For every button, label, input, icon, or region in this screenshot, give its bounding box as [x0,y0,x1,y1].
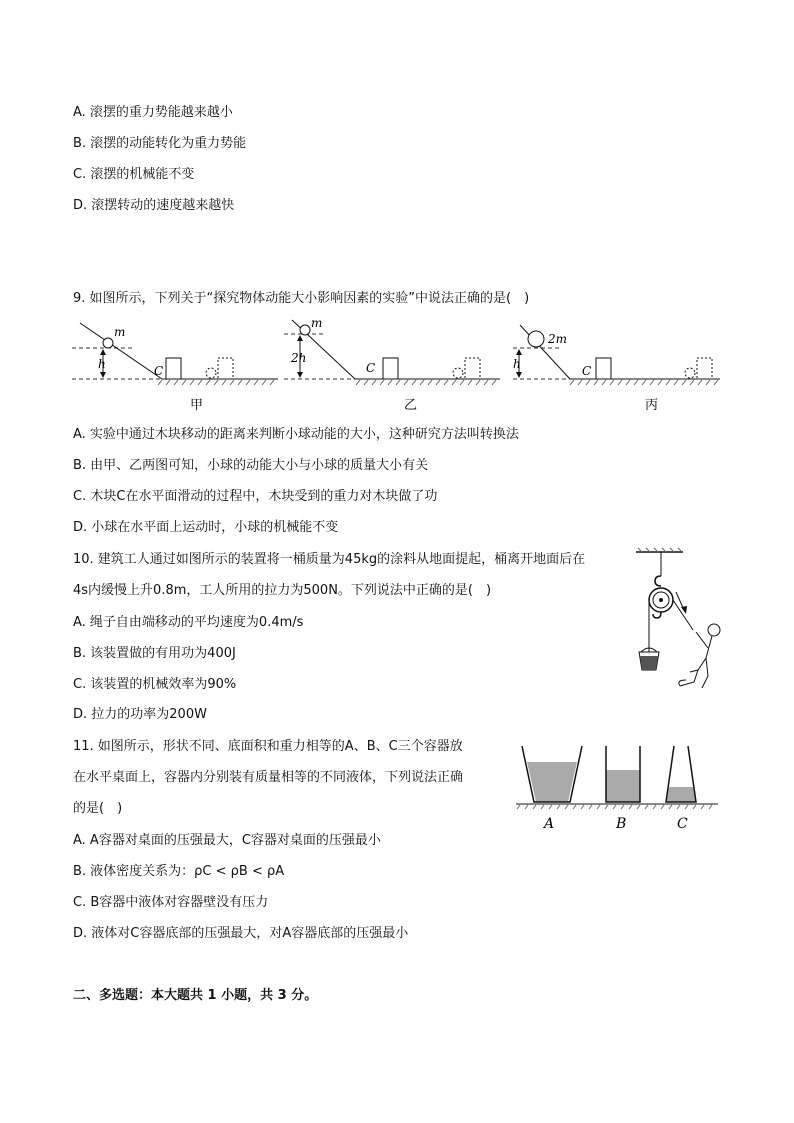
q9-option-d: D. 小球在水平面上运动时，小球的机械能不变 [73,520,339,535]
q11-stem-line3: 的是( ) [73,801,123,816]
q11-option-c: C. B容器中液体对容器壁没有压力 [73,895,269,910]
q9-option-a: A. 实验中通过木块移动的距离来判断小球动能的大小，这种研究方法叫转换法 [73,427,519,442]
q10-option-d: D. 拉力的功率为200W [73,707,207,722]
q11-option-d: D. 液体对C容器底部的压强最大，对A容器底部的压强最小 [73,926,409,941]
q10-option-c: C. 该装置的机械效率为90% [73,677,237,692]
q9-bing-block-label: C [582,364,592,378]
q11-label-b: B [616,816,627,832]
q8-option-d: D. 滚摆转动的速度越来越快 [73,198,235,213]
q10-option-a: A. 绳子自由端移动的平均速度为0.4m/s [73,615,304,630]
q9-bing-height-label: h [513,357,521,371]
q11-label-a: A [544,816,555,832]
q8-option-c: C. 滚摆的机械能不变 [73,167,195,182]
q9-panel-yi [284,316,500,413]
q9-yi-caption: 乙 [404,398,418,413]
q9-yi-height-label: 2h [291,351,307,365]
q10-stem-line1: 10. 建筑工人通过如图所示的装置将一桶质量为45kg的涂料从地面提起，桶离开地面后在 [73,552,586,567]
q11-stem-line1: 11. 如图所示，形状不同、底面积和重力相等的A、B、C三个容器放 [73,739,463,754]
q10-option-b: B. 该装置做的有用功为400J [73,646,236,661]
q9-option-c: C. 木块C在水平面滑动的过程中，木块受到的重力对木块做了功 [73,489,438,504]
q11-option-b: B. 液体密度关系为：ρC < ρB < ρA [73,864,285,879]
q9-panel-jia [72,323,278,413]
q10-pulley-figure [628,548,728,696]
section-heading: 二、多选题：本大题共 1 小题，共 3 分。 [73,988,318,1003]
q9-bing-caption: 丙 [645,398,659,413]
q8-option-a: A. 滚摆的重力势能越来越小 [73,105,233,120]
q8-option-b: B. 滚摆的动能转化为重力势能 [73,136,247,151]
q11-label-c: C [677,816,688,832]
q9-bing-mass-label: 2m [548,332,568,346]
q9-panel-bing [513,325,720,413]
q11-option-a: A. A容器对桌面的压强最大，C容器对桌面的压强最小 [73,833,381,848]
q11-containers-figure [512,742,722,834]
q9-stem: 9. 如图所示，下列关于“探究物体动能大小影响因素的实验”中说法正确的是( ) [73,291,530,306]
q9-jia-caption: 甲 [190,398,204,413]
q9-yi-block-label: C [366,361,376,375]
q9-option-b: B. 由甲、乙两图可知，小球的动能大小与小球的质量大小有关 [73,458,429,473]
q9-jia-mass-label: m [114,325,126,339]
q10-stem-line2: 4s内缓慢上升0.8m，工人所用的拉力为500N。下列说法中正确的是( ) [73,583,492,598]
q11-stem-line2: 在水平桌面上，容器内分别装有质量相等的不同液体，下列说法正确 [73,770,464,785]
q9-jia-block-label: C [154,364,164,378]
q9-figure [70,318,730,418]
q9-jia-height-label: h [98,357,106,371]
q9-yi-mass-label: m [311,316,323,330]
